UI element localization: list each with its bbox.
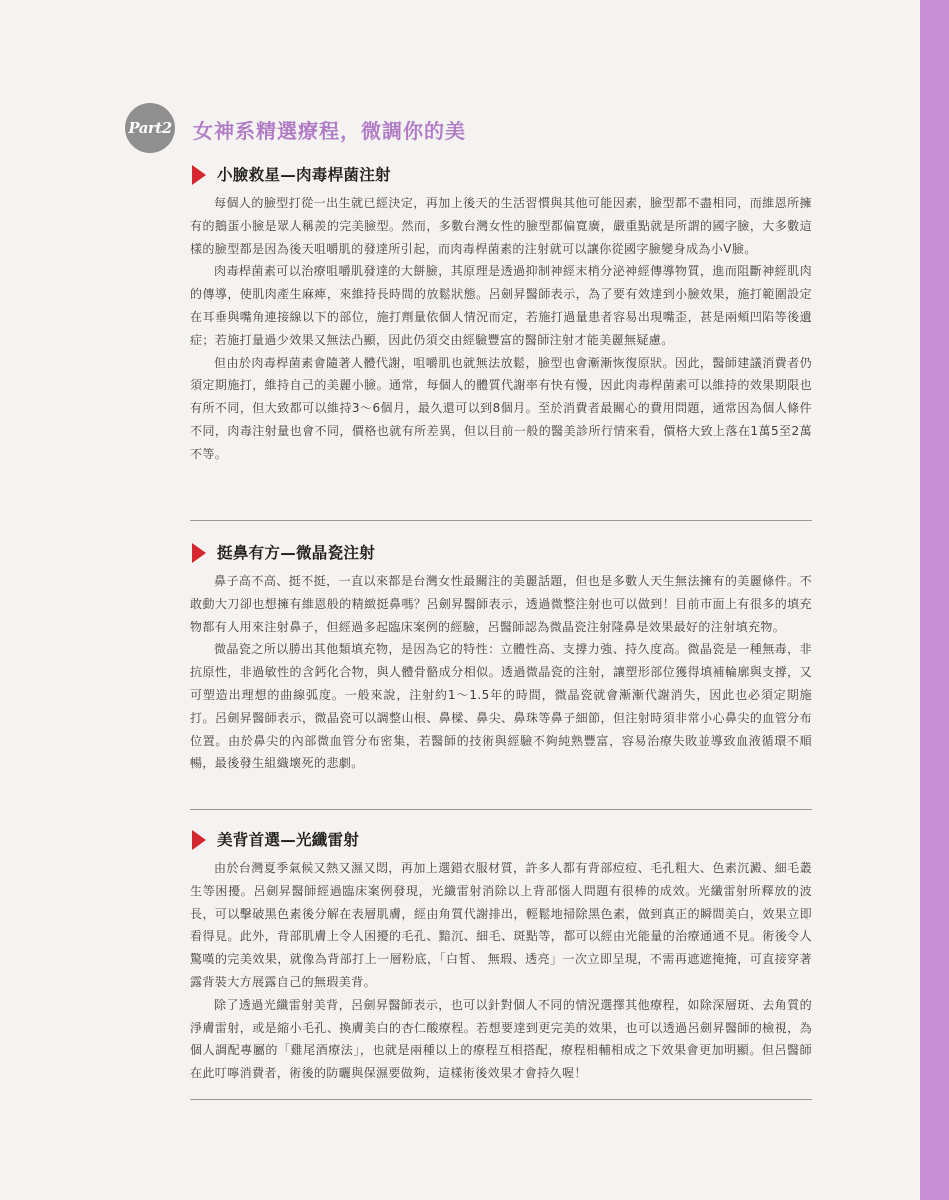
triangle-arrow-icon (192, 543, 206, 563)
paragraph: 微晶瓷之所以勝出其他類填充物，是因為它的特性：立體性高、支撐力強、持久度高。微晶瓷是一種無毒，非抗原性，非過敏性的含鈣化合物，與人體骨骼成分相似。透過微晶瓷的注射，讓塑形部位獲得填補輪廓與支撐，又可塑造出理想的曲線弧度。一般來說，注射約1～1.5年的時間，微晶瓷就會漸漸代謝消失，因此也必須定期施打。呂劍昇醫師表示，微晶瓷可以調整山根、鼻樑、鼻尖、鼻珠等鼻子細節，但注射時須非常小心鼻尖的血管分布位置。由於鼻尖的內部微血管分布密集，若醫師的技術與經驗不夠純熟豐富，容易治療失敗並導致血液循環不順暢，最後發生組織壞死的悲劇。 (190, 642, 812, 771)
triangle-arrow-icon (192, 165, 206, 185)
section-radiesse (190, 540, 812, 775)
paragraph: 除了透過光纖雷射美背，呂劍昇醫師表示，也可以針對個人不同的情況選擇其他療程，如除深層斑、去角質的淨膚雷射，或是縮小毛孔、換膚美白的杏仁酸療程。若想要達到更完美的效果，也可以透過呂劍昇醫師的檢視，為個人調配專屬的「雞尾酒療法」，也就是兩種以上的療程互相搭配，療程相輔相成之下效果會更加明顯。但呂醫師在此叮嚀消費者，術後的防曬與保濕要做夠，這樣術後效果才會持久喔！ (190, 997, 812, 1081)
section-heading (190, 827, 812, 853)
part-badge: Part2 (125, 103, 175, 153)
part-header (125, 103, 825, 155)
section-divider (190, 1099, 812, 1100)
paragraph: 由於台灣夏季氣候又熱又濕又悶，再加上選錯衣服材質，許多人都有背部痘痘、毛孔粗大、色素沉澱、細毛叢生等困擾。呂劍昇醫師經過臨床案例發現，光纖雷射消除以上背部惱人問題有很棒的成效。光纖雷射所釋放的波長，可以擊破黑色素後分解在表層肌膚，經由角質代謝排出，輕鬆地掃除黑色素，做到真正的瞬間美白，效果立即看得見。此外，背部肌膚上令人困擾的毛孔、黯沉、細毛、斑點等，都可以經由光能量的治療通通不見。術後令人驚嘆的完美效果，就像為背部打上一層粉底，「白皙、 無瑕、透亮」一次立即呈現，不需再遮遮掩掩，可直接穿著露背裝大方展露自己的無瑕美背。 (190, 861, 812, 989)
section-heading (190, 540, 812, 566)
section-title: 小臉救星—肉毒桿菌注射 (217, 166, 391, 184)
paragraph: 每個人的臉型打從一出生就已經決定，再加上後天的生活習慣與其他可能因素，臉型都不盡相同，而維恩所擁有的鵝蛋小臉是眾人稱羨的完美臉型。然而，多數台灣女性的臉型都偏寬廣，嚴重點就是所謂的國字臉，大多數這樣的臉型都是因為後天咀嚼肌的發達所引起，而肉毒桿菌素的注射就可以讓你從國字臉變身成為小V臉。 (190, 196, 812, 256)
paragraph: 肉毒桿菌素可以治療咀嚼肌發達的大餅臉，其原理是透過抑制神經末梢分泌神經傳導物質，進而阻斷神經肌肉的傳導，使肌肉產生麻痺，來維持長時間的放鬆狀態。呂劍昇醫師表示，為了要有效達到小臉效果，施打範圍設定在耳垂與嘴角連接線以下的部位，施打劑量依個人情況而定，若施打過量患者容易出現嘴歪，甚是兩頰凹陷等後遺症；若施打量過少效果又無法凸顯，因此仍須交由經驗豐富的醫師注射才能美麗無疑慮。 (190, 264, 812, 347)
section-heading (190, 162, 812, 188)
section-title: 挺鼻有方—微晶瓷注射 (217, 544, 376, 562)
paragraph: 鼻子高不高、挺不挺，一直以來都是台灣女性最關注的美麗話題，但也是多數人天生無法擁有的美麗條件。不敢動大刀卻也想擁有維恩般的精緻挺鼻嗎？呂劍昇醫師表示，透過微整注射也可以做到！目前市面上有很多的填充物都有人用來注射鼻子，但經過多起臨床案例的經驗，呂醫師認為微晶瓷注射隆鼻是效果最好的注射填充物。 (190, 574, 812, 634)
section-botox (190, 162, 812, 466)
section-laser (190, 827, 812, 1085)
section-title: 美背首選—光纖雷射 (217, 831, 360, 849)
section-divider (190, 520, 812, 521)
part-title: 女神系精選療程，微調你的美 (193, 119, 466, 143)
paragraph: 但由於肉毒桿菌素會隨著人體代謝，咀嚼肌也就無法放鬆，臉型也會漸漸恢復原狀。因此，醫師建議消費者仍須定期施打，維持自己的美麗小臉。通常，每個人的體質代謝率有快有慢，因此肉毒桿菌素可以維持的效果期限也有所不同，但大致都可以維持3～6個月，最久還可以到8個月。至於消費者最關心的費用問題，通常因為個人條件不同，肉毒注射量也會不同，價格也就有所差異，但以目前一般的醫美診所行情來看，價格大致上落在1萬5至2萬不等。 (190, 355, 812, 461)
section-divider (190, 809, 812, 810)
side-color-band (920, 0, 949, 1200)
triangle-arrow-icon (192, 830, 206, 850)
